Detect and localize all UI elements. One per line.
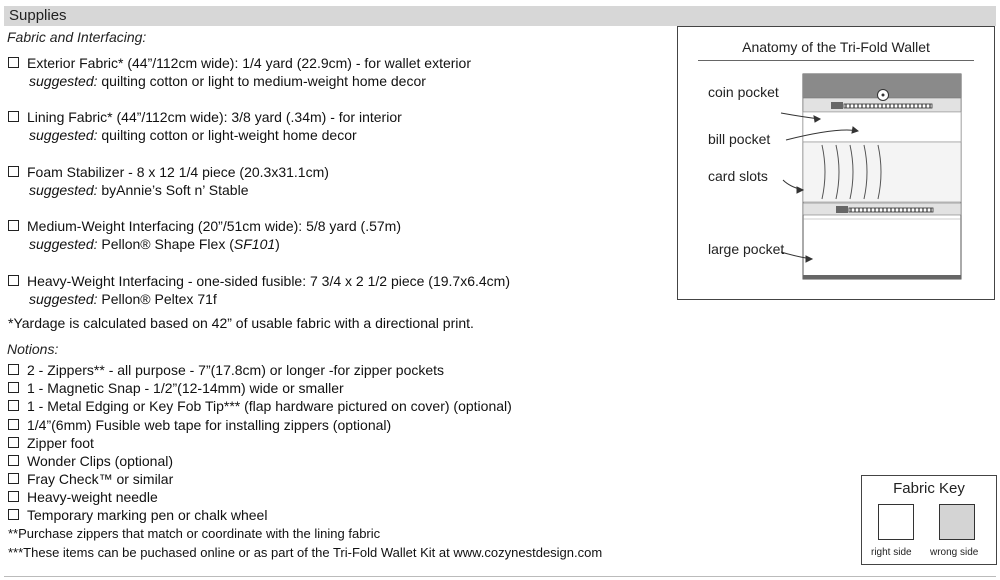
fabric-key-panel	[861, 475, 997, 565]
fabric-item: Exterior Fabric* (44”/112cm wide): 1/4 yard (22.9cm) - for wallet exterior	[8, 54, 471, 72]
right-side-label: right side	[871, 547, 912, 558]
checkbox-icon[interactable]	[8, 57, 19, 68]
checkbox-icon[interactable]	[8, 473, 19, 484]
suggested-line: suggested: quilting cotton or light to medium-weight home decor	[29, 73, 426, 89]
checkbox-icon[interactable]	[8, 419, 19, 430]
wallet-diagram	[678, 27, 994, 299]
fabric-item: Lining Fabric* (44”/112cm wide): 3/8 yard (.34m) - for interior	[8, 108, 402, 126]
checkbox-icon[interactable]	[8, 220, 19, 231]
notion-item: 1 - Magnetic Snap - 1/2”(12-14mm) wide or smaller	[8, 379, 344, 397]
notion-item: Zipper foot	[8, 434, 94, 452]
notion-item: Heavy-weight needle	[8, 488, 158, 506]
suggested-line: suggested: quilting cotton or light-weight home decor	[29, 127, 357, 143]
fabric-key-title: Fabric Key	[893, 480, 965, 497]
bottom-divider	[4, 576, 996, 577]
checkbox-icon[interactable]	[8, 364, 19, 375]
wrong-side-swatch	[939, 504, 975, 540]
checkbox-icon[interactable]	[8, 275, 19, 286]
checkbox-icon[interactable]	[8, 509, 19, 520]
notion-item: 1/4”(6mm) Fusible web tape for installing zippers (optional)	[8, 416, 391, 434]
fabric-heading: Fabric and Interfacing:	[7, 29, 147, 45]
yardage-note: *Yardage is calculated based on 42” of usable fabric with a directional print.	[8, 315, 474, 331]
checkbox-icon[interactable]	[8, 400, 19, 411]
fabric-item: Foam Stabilizer - 8 x 12 1/4 piece (20.3x31.1cm)	[8, 163, 329, 181]
notion-item: 1 - Metal Edging or Key Fob Tip*** (flap hardware pictured on cover) (optional)	[8, 397, 512, 415]
notions-heading: Notions:	[7, 341, 59, 357]
zipper-footnote: **Purchase zippers that match or coordinate with the lining fabric	[8, 526, 381, 541]
notion-item: Wonder Clips (optional)	[8, 452, 173, 470]
suggested-line: suggested: byAnnie’s Soft n’ Stable	[29, 182, 249, 198]
checkbox-icon[interactable]	[8, 437, 19, 448]
fabric-item: Medium-Weight Interfacing (20”/51cm wide): 5/8 yard (.57m)	[8, 217, 401, 235]
checkbox-icon[interactable]	[8, 455, 19, 466]
kit-footnote: ***These items can be puchased online or as part of the Tri-Fold Wallet Kit at www.cozynestdesign.com	[8, 545, 603, 560]
notion-item: 2 - Zippers** - all purpose - 7”(17.8cm) or longer -for zipper pockets	[8, 361, 444, 379]
wrong-side-label: wrong side	[930, 547, 979, 558]
checkbox-icon[interactable]	[8, 166, 19, 177]
checkbox-icon[interactable]	[8, 491, 19, 502]
fabric-item: Heavy-Weight Interfacing - one-sided fusible: 7 3/4 x 2 1/2 piece (19.7x6.4cm)	[8, 272, 510, 290]
large-pocket-label: large pocket	[708, 241, 785, 257]
coin-pocket-label: coin pocket	[708, 84, 779, 100]
section-title: Supplies	[9, 7, 67, 24]
card-slots-label: card slots	[708, 168, 768, 184]
anatomy-panel	[677, 26, 995, 300]
right-side-swatch	[878, 504, 914, 540]
suggested-line: suggested: Pellon® Shape Flex (SF101)	[29, 236, 280, 252]
checkbox-icon[interactable]	[8, 382, 19, 393]
suggested-line: suggested: Pellon® Peltex 71f	[29, 291, 217, 307]
notion-item: Fray Check™ or similar	[8, 470, 173, 488]
section-header	[4, 6, 996, 26]
bill-pocket-label: bill pocket	[708, 131, 771, 147]
checkbox-icon[interactable]	[8, 111, 19, 122]
anatomy-title: Anatomy of the Tri-Fold Wallet	[742, 39, 930, 55]
notion-item: Temporary marking pen or chalk wheel	[8, 506, 267, 524]
